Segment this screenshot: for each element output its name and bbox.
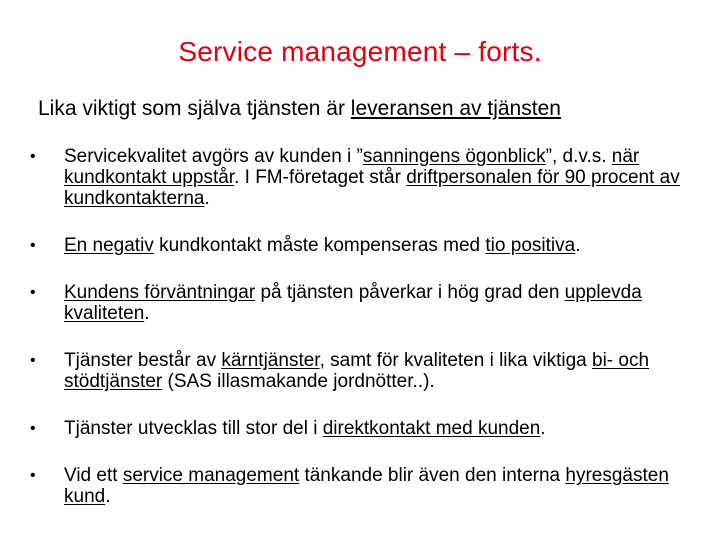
bullet-item bbox=[30, 465, 710, 507]
bullet-seg-underlined: Kundens förväntningar bbox=[64, 282, 256, 303]
bullet-dot-icon: • bbox=[30, 284, 36, 301]
bullet-seg-underlined: upplevda kvaliteten bbox=[64, 282, 642, 324]
bullet-seg: kundkontakt måste kompenseras med bbox=[153, 235, 486, 256]
bullet-seg: . bbox=[540, 418, 546, 439]
bullet-seg: . bbox=[204, 188, 210, 209]
bullet-seg-underlined: bi- och stödtjänster bbox=[64, 350, 650, 392]
bullet-dot-icon: • bbox=[30, 352, 36, 369]
subtitle-underlined: leveransen av tjänsten bbox=[350, 97, 561, 120]
bullet-seg-underlined: service management bbox=[122, 465, 300, 486]
bullet-seg: Vid ett bbox=[64, 465, 123, 486]
slide-title: Service management – forts. bbox=[178, 36, 542, 67]
bullet-dot-icon: • bbox=[30, 467, 36, 484]
bullet-item bbox=[30, 418, 710, 439]
bullet-seg-underlined: hyresgästen kund bbox=[64, 465, 669, 507]
bullet-item bbox=[30, 282, 710, 324]
bullet-list bbox=[0, 146, 720, 533]
bullet-seg: Servicekvalitet avgörs av kunden i ” bbox=[64, 146, 363, 167]
bullet-seg-underlined: kärntjänster bbox=[221, 350, 320, 371]
bullet-seg-underlined: tio positiva bbox=[485, 235, 576, 256]
bullet-seg: tänkande blir även den interna bbox=[299, 465, 566, 486]
bullet-seg-underlined: En negativ bbox=[64, 235, 154, 256]
bullet-item bbox=[30, 235, 710, 256]
bullet-dot-icon: • bbox=[30, 148, 36, 165]
bullet-seg: . bbox=[105, 486, 111, 507]
bullet-item bbox=[30, 146, 710, 209]
bullet-seg-underlined: sanningens ögonblick bbox=[362, 146, 546, 167]
bullet-seg-underlined: driftpersonalen för 90 procent av kundkontakterna bbox=[64, 167, 680, 209]
bullet-seg: . I FM-företaget står bbox=[234, 167, 407, 188]
bullet-seg: . bbox=[575, 235, 581, 256]
bullet-seg: ”, d.v.s. bbox=[545, 146, 612, 167]
bullet-seg-underlined: direktkontakt med kunden bbox=[322, 418, 541, 439]
slide-subtitle bbox=[38, 96, 561, 122]
bullet-seg: Tjänster består av bbox=[64, 350, 222, 371]
bullet-seg: , samt för kvaliteten i lika viktiga bbox=[319, 350, 593, 371]
bullet-seg-underlined: när kundkontakt uppstår bbox=[64, 146, 640, 188]
bullet-seg: Tjänster utvecklas till stor del i bbox=[64, 418, 323, 439]
bullet-seg: (SAS illasmakande jordnötter..). bbox=[162, 371, 435, 392]
bullet-seg: på tjänsten påverkar i hög grad den bbox=[255, 282, 565, 303]
bullet-seg: . bbox=[144, 303, 150, 324]
bullet-item bbox=[30, 350, 710, 392]
subtitle-text: Lika viktigt som själva tjänsten är bbox=[38, 97, 351, 120]
bullet-dot-icon: • bbox=[30, 237, 36, 254]
bullet-dot-icon: • bbox=[30, 420, 36, 437]
